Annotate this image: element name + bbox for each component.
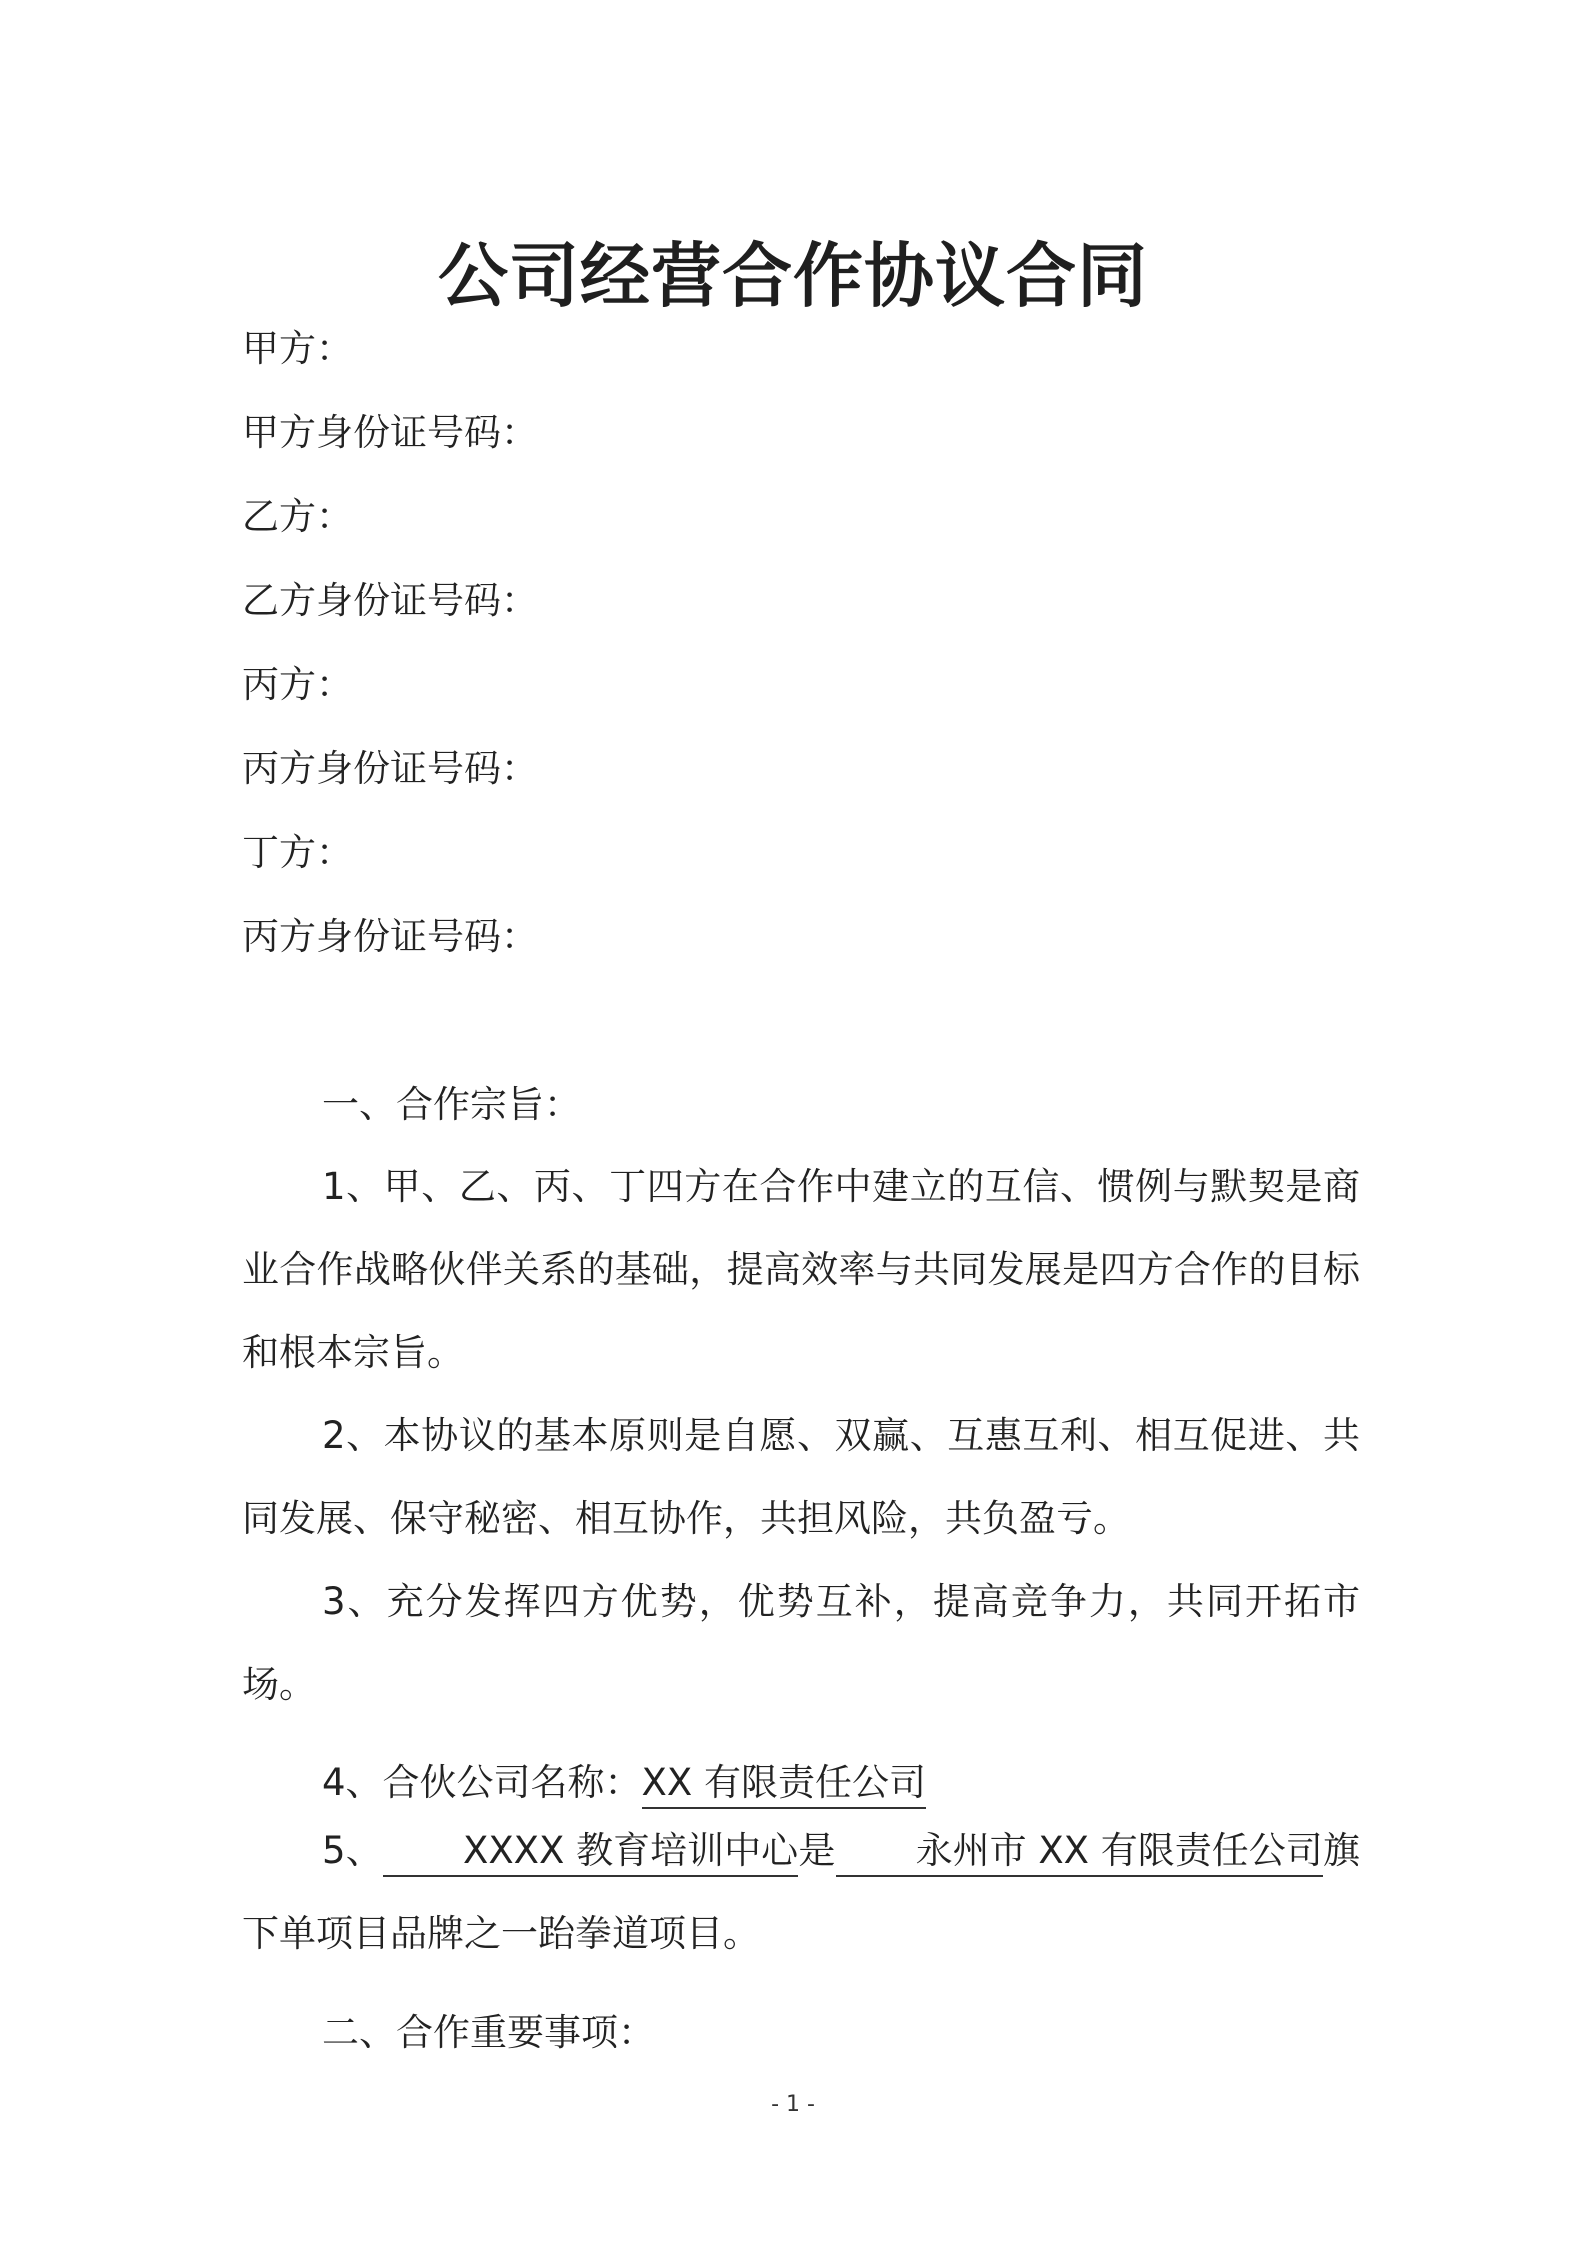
clause-5-suffix: 旗下单项目品牌之一跆拳道项目。 [242, 1829, 1361, 1955]
party-b-id-label: 乙方身份证号码： [242, 579, 538, 622]
party-c-id-label: 丙方身份证号码： [242, 747, 538, 790]
document-title: 公司经营合作协议合同 [438, 235, 1148, 317]
party-d-id-label: 丙方身份证号码： [242, 915, 538, 958]
section-2-heading: 二、合作重要事项： [322, 2011, 655, 2054]
party-a-id-label: 甲方身份证号码： [242, 411, 538, 454]
clause-5-mid: 是 [798, 1829, 836, 1872]
party-b-label: 乙方： [242, 495, 353, 538]
party-a-label: 甲方： [242, 327, 353, 370]
clause-2: 2、本协议的基本原则是自愿、双赢、互惠互利、相互促进、共同发展、保守秘密、相互协作，共担风险，共负盈亏。 [242, 1414, 1360, 1540]
party-d-label: 丁方： [242, 831, 353, 874]
page-number: - 1 - [771, 2092, 815, 2117]
clause-3: 3、充分发挥四方优势，优势互补，提高竞争力，共同开拓市场。 [242, 1580, 1360, 1706]
clause-5-center: XXXX 教育培训中心 [383, 1829, 798, 1877]
clause-1: 1、甲、乙、丙、丁四方在合作中建立的互信、惯例与默契是商业合作战略伙伴关系的基础，提高效率与共同发展是四方合作的目标和根本宗旨。 [242, 1165, 1360, 1374]
clause-4-prefix: 4、合伙公司名称： [322, 1761, 642, 1804]
clause-4 [322, 1752, 926, 1809]
section-1-heading: 一、合作宗旨： [322, 1083, 581, 1126]
clause-4-company: XX 有限责任公司 [642, 1761, 926, 1809]
clause-5-company: 永州市 XX 有限责任公司 [836, 1829, 1323, 1877]
party-c-label: 丙方： [242, 663, 353, 706]
clause-5 [242, 1809, 1360, 1975]
clause-5-prefix: 5、 [322, 1829, 383, 1872]
